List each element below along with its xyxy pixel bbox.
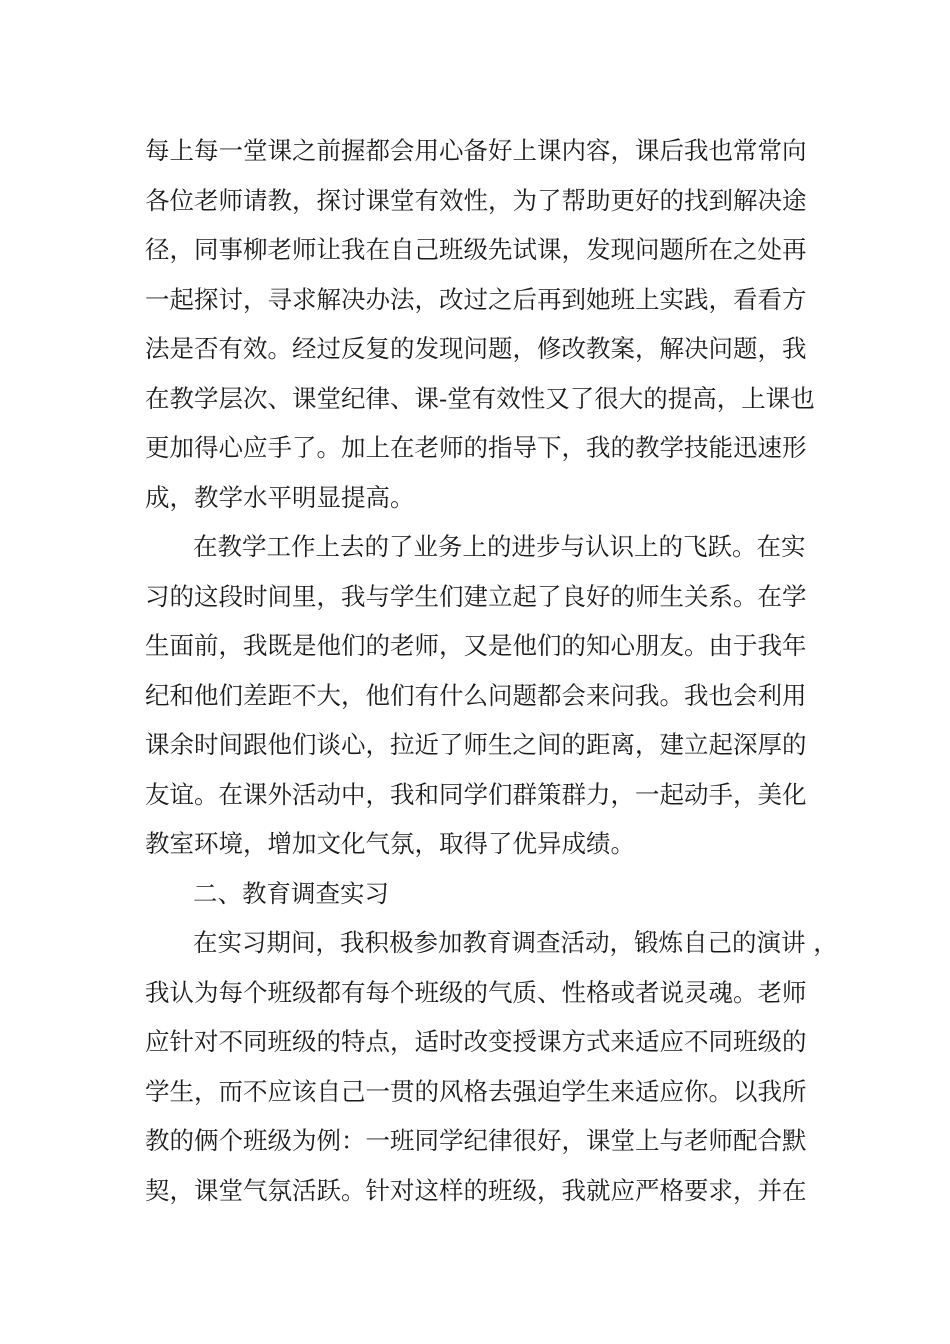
paragraph-1: [145, 126, 825, 522]
paragraph-line: 法是否有效。经过反复的发现问题，修改教案，解决问题，我: [145, 334, 807, 363]
paragraph-line: 更加得心应手了。加上在老师的指导下，我的教学技能迅速形: [145, 433, 807, 462]
paragraph-line: 契，课堂气氛活跃。针对这样的班级，我就应严格要求，并在: [145, 1175, 807, 1205]
paragraph-line: 教的俩个班级为例：一班同学纪律很好，课堂上与老师配合默: [145, 1126, 807, 1155]
paragraph-line: 各位老师请教，探讨课堂有效性，为了帮助更好的找到解决途: [145, 185, 807, 215]
paragraph-line: 每上每一堂课之前握都会用心备好上课内容，课后我也常常向: [145, 136, 807, 165]
paragraph-line: 课余时间跟他们谈心，拉近了师生之间的距离，建立起深厚的: [145, 730, 807, 759]
paragraph-line: 在教学工作上去的了业务上的进步与认识上的飞跃。在实: [193, 532, 806, 561]
paragraph-3: [145, 918, 838, 1215]
paragraph-line: 习的这段时间里，我与学生们建立起了良好的师生关系。在学: [145, 581, 807, 611]
paragraph-2: [145, 522, 825, 869]
paragraph-line: 纪和他们差距不大，他们有什么问题都会来问我。我也会利用: [145, 680, 807, 710]
paragraph-line: 一起探讨，寻求解决办法，改过之后再到她班上实践，看看方: [145, 284, 807, 314]
paragraph-line: 成，教学水平明显提高。: [145, 482, 415, 512]
paragraph-line: 应针对不同班级的特点，适时改变授课方式来适应不同班级的: [145, 1027, 807, 1056]
paragraph-line: 生面前，我既是他们的老师，又是他们的知心朋友。由于我年: [145, 631, 807, 660]
paragraph-line: 教室环境，增加文化气氛，取得了优异成绩。: [145, 829, 635, 858]
paragraph-line: 学生，而不应该自己一贯的风格去强迫学生来适应你。以我所: [145, 1076, 807, 1106]
paragraph-line: 友谊。在课外活动中，我和同学们群策群力，一起动手，美化: [145, 779, 807, 809]
section-heading: 二、教育调查实习: [193, 878, 389, 908]
document-body: [145, 126, 838, 1215]
paragraph-line: 在教学层次、课堂纪律、课-堂有效性又了很大的提高，上课也: [145, 383, 815, 413]
paragraph-line: 我认为每个班级都有每个班级的气质、性格或者说灵魂。老师: [145, 977, 807, 1007]
paragraph-line: 在实习期间，我积极参加教育调查活动，锻炼自己的演讲 ，: [193, 928, 838, 957]
paragraph-line: 径，同事柳老师让我在自己班级先试课，发现问题所在之处再: [145, 235, 807, 264]
